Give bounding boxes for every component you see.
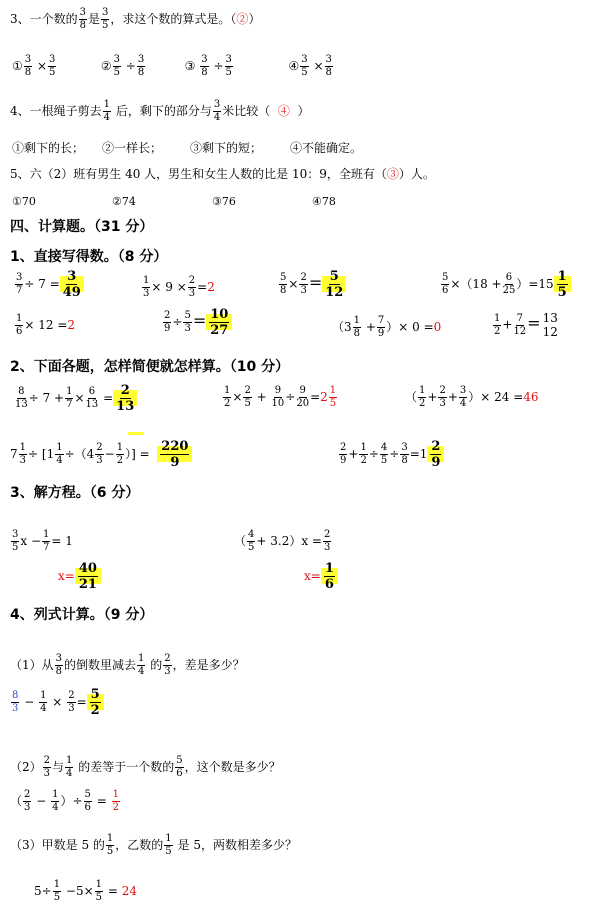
equation: （ $\frac{4}{5}$ + 3.2）x = $\frac{2}{3}$: [234, 529, 331, 553]
q3-options: [12, 55, 368, 78]
problem: $\frac{8}{13}$ ÷ 7 + $\frac{1}{7}$ × $\frac{6}{13}$ = $\frac{2}{13}$: [14, 384, 137, 413]
word-problem: （1）从 $\frac{3}{8}$ 的倒数里减去 $\frac{1}{4}$ 的 $\frac{2}{3}$ ，差是多少？: [10, 653, 245, 677]
equation: $\frac{3}{5}$ x − $\frac{1}{7}$ = 1: [12, 529, 73, 553]
option: ③ $\frac{3}{8}$ ÷ $\frac{3}{5}$: [184, 54, 232, 78]
problem: $\frac{2}{9}$ + $\frac{1}{2}$ ÷ $\frac{4}{5}$ ÷ $\frac{3}{8}$ =1 $\frac{2}{9}$: [338, 440, 444, 469]
answer: x= $\frac{40}{21}$: [58, 562, 101, 591]
num: 3: [79, 7, 87, 18]
answer: ②: [236, 12, 249, 26]
fraction: [79, 8, 87, 31]
q4-line: 4、一根绳子剪去 $\frac{1}{4}$ 后，剩下的部分与 $\frac{3}{4}$ 米比较（ ④ ）: [10, 99, 310, 123]
section-title: 1、直接写得数。（8 分）: [10, 249, 168, 265]
problem: $\frac{1}{6}$ × 12 =2: [16, 313, 76, 337]
den: 8: [79, 20, 87, 31]
answer: $\frac{3}{49}$: [60, 276, 84, 292]
solution: 5÷ $\frac{1}{5}$ −5× $\frac{1}{5}$ = 24: [34, 879, 138, 903]
problem: $\frac{5}{6}$ ×（18 + $\frac{6}{25}$ ）=15 $\frac{1}{5}$: [440, 270, 571, 299]
option: ② $\frac{3}{5}$ ÷ $\frac{3}{8}$: [100, 54, 145, 78]
problem: （3 $\frac{1}{8}$ + $\frac{7}{9}$ ）× 0 =0: [332, 315, 442, 339]
section-title: 4、列式计算。（9 分）: [10, 607, 154, 623]
text: ，求这个数的算式是。（: [110, 12, 237, 26]
fraction: [101, 8, 109, 31]
option: ④ $\frac{3}{5}$ × $\frac{3}{8}$: [288, 54, 332, 78]
problem: $\frac{1}{2}$ × $\frac{2}{5}$ + $\frac{9}{10}$ ÷ $\frac{9}{20}$ =2 $\frac{1}{5}$: [224, 385, 337, 409]
problem: $\frac{5}{8}$ × $\frac{2}{3}$ = $\frac{5}{12}$: [278, 270, 346, 299]
problem: 7 $\frac{1}{3}$ ÷ [1 $\frac{1}{4}$ ÷（4 $\frac{2}{3}$ − $\frac{1}{2}$ ）] = $\frac{220}{9}$: [10, 440, 192, 469]
problem: （ $\frac{1}{2}$ + $\frac{2}{3}$ + $\frac{3}{4}$ ）× 24 =46: [405, 385, 539, 409]
den: 5: [102, 20, 109, 31]
text: ）: [248, 12, 261, 26]
option: ① $\frac{3}{8}$ × $\frac{3}{5}$: [12, 54, 56, 78]
word-problem: （2） $\frac{2}{3}$ 与 $\frac{1}{4}$ 的差等于一个数的 $\frac{5}{6}$ ，这个数是多少？: [10, 755, 281, 779]
problem: $\frac{2}{9}$ ÷ $\frac{5}{3}$ = $\frac{10}{27}$: [162, 308, 232, 337]
underline-mark: [128, 432, 144, 435]
section-title: 2、下面各题，怎样简便就怎样算。（10 分）: [10, 359, 290, 375]
q5-options: ①70 ②74 ③76 ④78: [12, 195, 336, 208]
problem: $\frac{1}{3}$ × 9 × $\frac{2}{3}$ =2: [143, 275, 215, 299]
q3-line: [10, 8, 260, 31]
text: 是: [88, 12, 101, 26]
solution: （ $\frac{2}{3}$ − $\frac{1}{4}$ ）÷ $\frac{5}{6}$ = $\frac{1}{2}$: [10, 789, 120, 813]
answer: ④: [277, 104, 290, 118]
section-title: 3、解方程。（6 分）: [10, 485, 140, 501]
q3-title: 3、一个数的: [10, 12, 78, 26]
answer: ③: [386, 167, 399, 181]
solution: $\frac{8}{3}$ − $\frac{1}{4}$ × $\frac{2}{3}$ = $\frac{5}{2}$: [10, 688, 104, 717]
problem: $\frac{1}{2}$ + $\frac{7}{12}$ = 13 12: [494, 311, 558, 339]
answer: x= $\frac{1}{6}$: [304, 562, 338, 591]
word-problem: （3）甲数是 5 的 $\frac{1}{5}$ ，乙数的 $\frac{1}{5}$ 是 5，两数相差多少？: [10, 833, 297, 857]
q5-line: 5、六（2）班有男生 40 人，男生和女生人数的比是 10：9，全班有（③）人。: [10, 167, 435, 181]
q4-options: ①剩下的长； ②一样长； ③剩下的短； ④不能确定。: [12, 141, 363, 155]
section-title: 四、计算题。（31 分）: [10, 219, 154, 235]
num: 3: [102, 7, 109, 18]
problem: $\frac{3}{7}$ ÷ 7 = $\frac{3}{49}$: [14, 270, 84, 299]
